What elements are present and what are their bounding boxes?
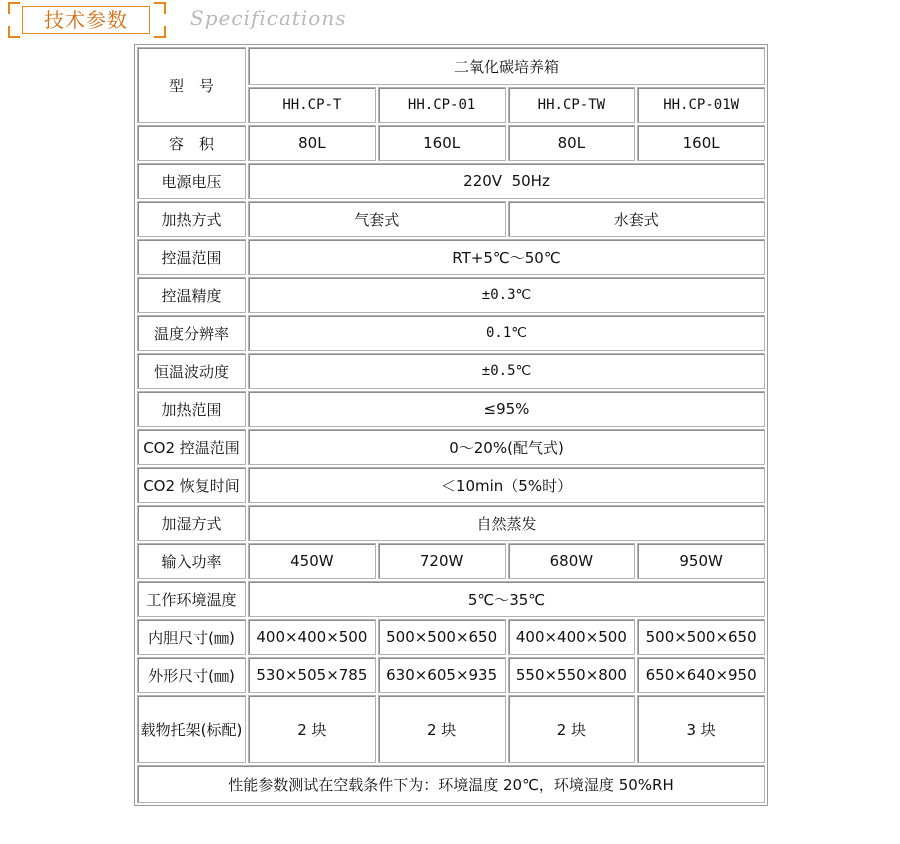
value-cell: ≤95% [248,391,765,427]
table-row [137,391,765,427]
table-row [137,619,765,655]
title-frame [8,2,166,38]
corner-ornament-icon [8,26,20,38]
value-cell: 220V 50Hz [248,163,765,199]
table-row [137,695,765,763]
value-cell: 气套式 [248,201,506,237]
model-cell: HH.CP-01 [378,87,506,123]
table-row [137,125,765,161]
value-cell: 自然蒸发 [248,505,765,541]
model-cell: HH.CP-T [248,87,376,123]
corner-ornament-icon [8,2,20,14]
value-cell: 160L [378,125,506,161]
value-cell: 3 块 [637,695,765,763]
value-cell: ±0.5℃ [248,353,765,389]
value-cell: 550×550×800 [508,657,636,693]
corner-ornament-icon [154,26,166,38]
value-cell: 630×605×935 [378,657,506,693]
row-label: 载物托架(标配) [137,695,246,763]
value-cell: 530×505×785 [248,657,376,693]
value-cell: 80L [248,125,376,161]
section-subtitle: Specifications [190,6,347,30]
table-row [137,657,765,693]
value-cell: 500×500×650 [378,619,506,655]
row-label: 电源电压 [137,163,246,199]
row-label: 加湿方式 [137,505,246,541]
model-cell: HH.CP-01W [637,87,765,123]
value-cell: 400×400×500 [508,619,636,655]
value-cell: 720W [378,543,506,579]
section-title: 技术参数 [44,8,128,32]
value-cell: 5℃～35℃ [248,581,765,617]
row-label: 控温精度 [137,277,246,313]
value-cell: 0～20%(配气式) [248,429,765,465]
table-row [137,277,765,313]
value-cell: 680W [508,543,636,579]
product-name: 二氧化碳培养箱 [248,47,765,85]
row-label: 温度分辨率 [137,315,246,351]
table-row [137,353,765,389]
row-label: 内胆尺寸(㎜) [137,619,246,655]
row-label: 加热方式 [137,201,246,237]
value-cell: 水套式 [508,201,766,237]
table-row [137,505,765,541]
value-cell: 2 块 [508,695,636,763]
table-row [137,315,765,351]
table-row [137,201,765,237]
value-cell: ＜10min（5%时） [248,467,765,503]
table-row [137,239,765,275]
value-cell: RT+5℃～50℃ [248,239,765,275]
value-cell: 2 块 [378,695,506,763]
section-header [8,2,888,42]
table-row [137,581,765,617]
value-cell: 950W [637,543,765,579]
table-row [137,765,765,803]
value-cell: 400×400×500 [248,619,376,655]
value-cell: 500×500×650 [637,619,765,655]
row-label: CO2 控温范围 [137,429,246,465]
row-label: 输入功率 [137,543,246,579]
value-cell: 160L [637,125,765,161]
value-cell: 0.1℃ [248,315,765,351]
spec-table [134,44,768,806]
row-label: 容 积 [137,125,246,161]
model-label: 型 号 [137,47,246,123]
corner-ornament-icon [154,2,166,14]
footnote: 性能参数测试在空载条件下为：环境温度 20℃，环境湿度 50%RH [137,765,765,803]
row-label: 控温范围 [137,239,246,275]
table-row [137,163,765,199]
row-label: 工作环境温度 [137,581,246,617]
row-label: 外形尺寸(㎜) [137,657,246,693]
model-cell: HH.CP-TW [508,87,636,123]
table-row [137,467,765,503]
value-cell: ±0.3℃ [248,277,765,313]
value-cell: 650×640×950 [637,657,765,693]
row-label: 恒温波动度 [137,353,246,389]
row-label: 加热范围 [137,391,246,427]
value-cell: 2 块 [248,695,376,763]
row-label: CO2 恢复时间 [137,467,246,503]
table-row [137,543,765,579]
value-cell: 450W [248,543,376,579]
table-row [137,429,765,465]
value-cell: 80L [508,125,636,161]
table-row [137,47,765,85]
